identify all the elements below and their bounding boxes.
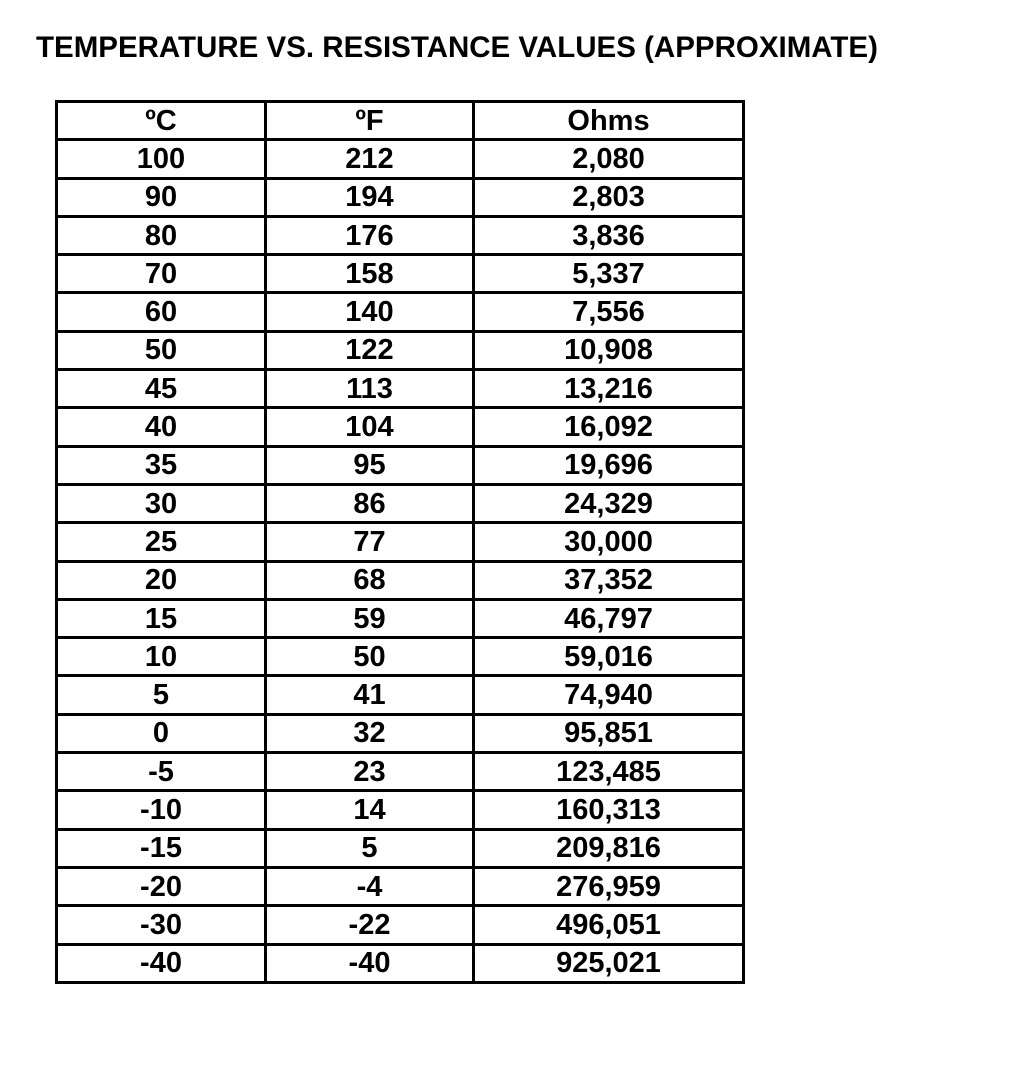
header-ohms: Ohms: [474, 102, 744, 140]
cell-celsius: 15: [57, 599, 266, 637]
cell-ohms: 160,313: [474, 791, 744, 829]
table-row: [57, 293, 744, 331]
table-row: [57, 867, 744, 905]
resistance-table-container: [55, 100, 745, 984]
cell-fahrenheit: 122: [266, 331, 474, 369]
table-row: [57, 484, 744, 522]
cell-ohms: 10,908: [474, 331, 744, 369]
cell-ohms: 5,337: [474, 255, 744, 293]
table-row: [57, 370, 744, 408]
cell-ohms: 925,021: [474, 944, 744, 982]
cell-fahrenheit: 59: [266, 599, 474, 637]
cell-fahrenheit: 176: [266, 216, 474, 254]
table-row: [57, 216, 744, 254]
cell-ohms: 95,851: [474, 714, 744, 752]
table-row: [57, 676, 744, 714]
cell-ohms: 2,803: [474, 178, 744, 216]
cell-fahrenheit: 5: [266, 829, 474, 867]
cell-celsius: -10: [57, 791, 266, 829]
cell-celsius: 80: [57, 216, 266, 254]
header-celsius: ºC: [57, 102, 266, 140]
table-row: [57, 178, 744, 216]
cell-ohms: 13,216: [474, 370, 744, 408]
cell-celsius: 70: [57, 255, 266, 293]
cell-fahrenheit: 50: [266, 638, 474, 676]
cell-celsius: 90: [57, 178, 266, 216]
cell-fahrenheit: 41: [266, 676, 474, 714]
cell-celsius: 10: [57, 638, 266, 676]
table-row: [57, 753, 744, 791]
cell-ohms: 3,836: [474, 216, 744, 254]
cell-fahrenheit: -22: [266, 906, 474, 944]
cell-ohms: 209,816: [474, 829, 744, 867]
cell-fahrenheit: -4: [266, 867, 474, 905]
cell-fahrenheit: 23: [266, 753, 474, 791]
cell-celsius: -15: [57, 829, 266, 867]
cell-ohms: 7,556: [474, 293, 744, 331]
table-row: [57, 944, 744, 982]
cell-celsius: 100: [57, 140, 266, 178]
header-fahrenheit: ºF: [266, 102, 474, 140]
cell-celsius: 45: [57, 370, 266, 408]
cell-celsius: 0: [57, 714, 266, 752]
table-row: [57, 714, 744, 752]
table-row: [57, 638, 744, 676]
cell-fahrenheit: 14: [266, 791, 474, 829]
cell-celsius: 25: [57, 523, 266, 561]
cell-ohms: 30,000: [474, 523, 744, 561]
cell-celsius: -40: [57, 944, 266, 982]
table-row: [57, 599, 744, 637]
cell-celsius: 35: [57, 446, 266, 484]
cell-celsius: 60: [57, 293, 266, 331]
table-row: [57, 561, 744, 599]
cell-fahrenheit: 104: [266, 408, 474, 446]
cell-celsius: -5: [57, 753, 266, 791]
table-row: [57, 791, 744, 829]
table-body: [57, 140, 744, 983]
cell-ohms: 276,959: [474, 867, 744, 905]
cell-ohms: 37,352: [474, 561, 744, 599]
page-title: TEMPERATURE VS. RESISTANCE VALUES (APPROXIMATE): [36, 31, 878, 64]
resistance-table: [55, 100, 745, 984]
table-row: [57, 906, 744, 944]
cell-ohms: 19,696: [474, 446, 744, 484]
cell-fahrenheit: 95: [266, 446, 474, 484]
cell-fahrenheit: 77: [266, 523, 474, 561]
cell-celsius: 30: [57, 484, 266, 522]
cell-celsius: 20: [57, 561, 266, 599]
table-row: [57, 523, 744, 561]
cell-fahrenheit: 212: [266, 140, 474, 178]
cell-celsius: 5: [57, 676, 266, 714]
cell-celsius: -20: [57, 867, 266, 905]
table-row: [57, 408, 744, 446]
table-row: [57, 446, 744, 484]
cell-fahrenheit: -40: [266, 944, 474, 982]
table-header: [57, 102, 744, 140]
cell-ohms: 123,485: [474, 753, 744, 791]
cell-fahrenheit: 32: [266, 714, 474, 752]
cell-celsius: -30: [57, 906, 266, 944]
cell-fahrenheit: 158: [266, 255, 474, 293]
cell-ohms: 59,016: [474, 638, 744, 676]
cell-ohms: 16,092: [474, 408, 744, 446]
cell-ohms: 74,940: [474, 676, 744, 714]
cell-ohms: 2,080: [474, 140, 744, 178]
header-row: [57, 102, 744, 140]
table-row: [57, 829, 744, 867]
cell-fahrenheit: 68: [266, 561, 474, 599]
table-row: [57, 331, 744, 369]
cell-fahrenheit: 113: [266, 370, 474, 408]
table-row: [57, 255, 744, 293]
cell-celsius: 40: [57, 408, 266, 446]
cell-fahrenheit: 140: [266, 293, 474, 331]
cell-ohms: 496,051: [474, 906, 744, 944]
cell-fahrenheit: 86: [266, 484, 474, 522]
cell-fahrenheit: 194: [266, 178, 474, 216]
cell-celsius: 50: [57, 331, 266, 369]
cell-ohms: 46,797: [474, 599, 744, 637]
cell-ohms: 24,329: [474, 484, 744, 522]
table-row: [57, 140, 744, 178]
